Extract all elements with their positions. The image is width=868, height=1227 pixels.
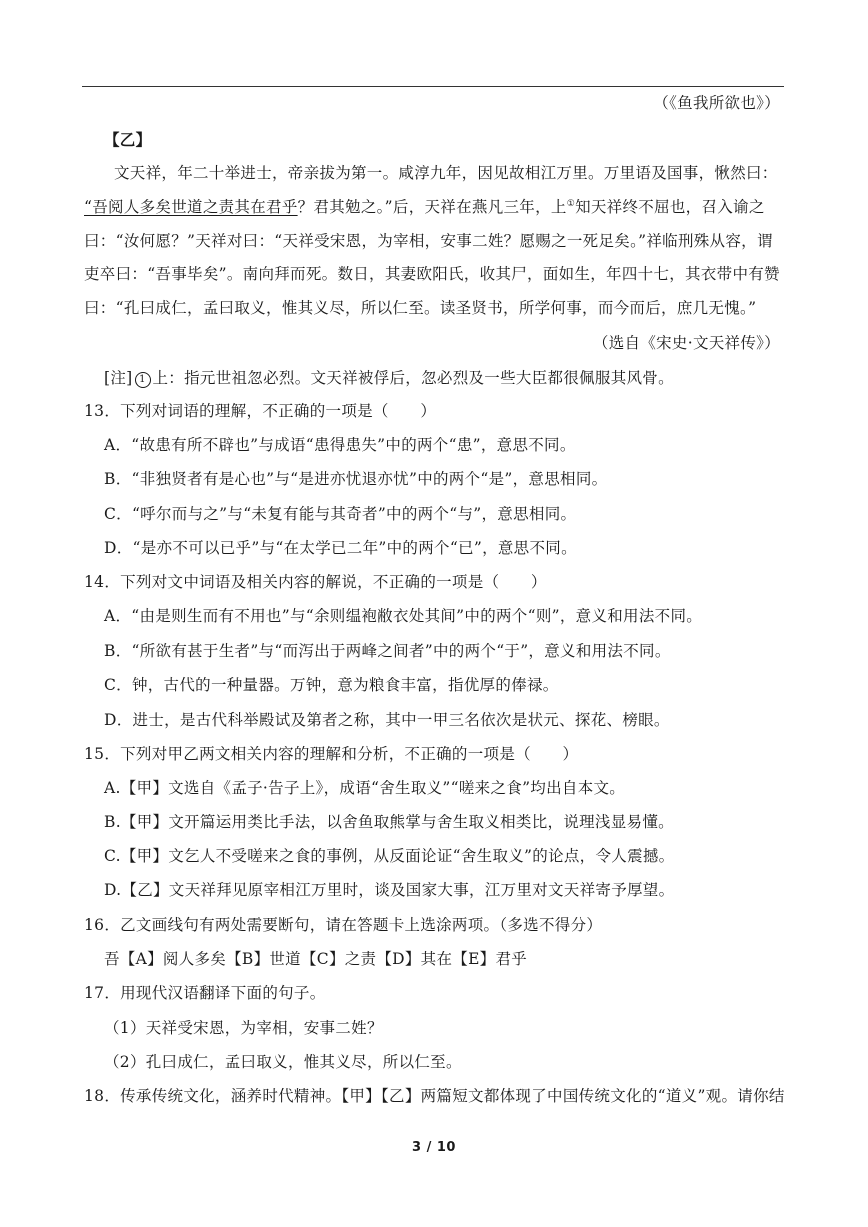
question-15-stem: 15．下列对甲乙两文相关内容的理解和分析，不正确的一项是（ ） (84, 745, 579, 763)
question-15-option-c: C.【甲】文乞人不受嗟来之食的事例，从反面论证“舍生取义”的论点，令人震撼。 (104, 847, 675, 865)
source-citation-yi: （选自《宋史·文天祥传》） (592, 334, 780, 352)
question-14-option-d: D．进士，是古代科举殿试及第者之称，其中一甲三名依次是状元、探花、榜眼。 (104, 711, 670, 729)
passage-line-3: 曰：“汝何愿？”天祥对曰：“天祥受宋恩，为宰相，安事二姓？愿赐之一死足矣。”祥临刑殊从容，谓 (84, 232, 773, 250)
footnote: [注] 1 上：指元世祖忽必烈。文天祥被俘后，忽必烈及一些大臣都很佩服其风骨。 (104, 369, 674, 387)
question-14-stem: 14．下列对文中词语及相关内容的解说，不正确的一项是（ ） (84, 573, 547, 591)
question-13-option-d: D．“是亦不可以已乎”与“在太学已二年”中的两个“已”，意思不同。 (104, 539, 577, 557)
underlined-sentence: “吾阅人多矣世道之责其在君乎 (84, 198, 298, 216)
question-17-item-2: （2）孔曰成仁，孟曰取义，惟其义尽，所以仁至。 (104, 1053, 462, 1071)
passage-line-1: 文天祥，年二十举进士，帝亲拔为第一。咸淳九年，因见故相江万里。万里语及国事，愀然曰： (114, 164, 778, 182)
footnote-marker: ① (566, 198, 576, 209)
question-13-option-a: A．“故患有所不辟也”与成语“患得患失”中的两个“患”，意思不同。 (104, 436, 576, 454)
question-13-stem: 13．下列对词语的理解，不正确的一项是（ ） (84, 402, 437, 420)
question-15-option-b: B.【甲】文开篇运用类比手法，以舍鱼取熊掌与舍生取义相类比，说理浅显易懂。 (104, 813, 674, 831)
header-rule (82, 86, 784, 87)
question-15-option-a: A.【甲】文选自《孟子·告子上》，成语“舍生取义”“嗟来之食”均出自本文。 (104, 779, 626, 797)
question-17-stem: 17．用现代汉语翻译下面的句子。 (84, 984, 326, 1002)
question-14-option-a: A．“由是则生而有不用也”与“余则缊袍敝衣处其间”中的两个“则”，意义和用法不同。 (104, 607, 703, 625)
passage-line-4: 吏卒曰：“吾事毕矣”。南向拜而死。数日，其妻欧阳氏，收其尸，面如生，年四十七，其衣带中有赞 (84, 265, 780, 283)
page-number: 3 / 10 (412, 1140, 456, 1155)
footnote-number: 1 (135, 372, 151, 388)
question-16-stem: 16．乙文画线句有两处需要断句，请在答题卡上选涂两项。（多选不得分） (84, 916, 603, 934)
question-14-option-c: C．钟，古代的一种量器。万钟，意为粮食丰富，指优厚的俸禄。 (104, 676, 559, 694)
question-13-option-c: C．“呼尔而与之”与“未复有能与其奇者”中的两个“与”，意思相同。 (104, 505, 577, 523)
question-14-option-b: B．“所欲有甚于生者”与“而泻出于两峰之间者”中的两个“于”，意义和用法不同。 (104, 642, 671, 660)
passage-line-2: “吾阅人多矣世道之责其在君乎？君其勉之。”后，天祥在燕凡三年，上①知天祥终不屈也，召入谕之 (84, 198, 765, 216)
question-17-item-1: （1）天祥受宋恩，为宰相，安事二姓？ (104, 1019, 383, 1037)
question-16-options: 吾【A】阅人多矣【B】世道【C】之责【D】其在【E】君乎 (104, 950, 528, 968)
question-13-option-b: B．“非独贤者有是心也”与“是进亦忧退亦忧”中的两个“是”，意思相同。 (104, 470, 608, 488)
passage-line-5: 曰：“孔曰成仁，孟曰取义，惟其义尽，所以仁至。读圣贤书，所学何事，而今而后，庶几无愧。” (84, 299, 757, 317)
question-18-stem: 18．传承传统文化，涵养时代精神。【甲】【乙】两篇短文都体现了中国传统文化的“道义”观。请你结 (84, 1087, 785, 1105)
source-citation-jia: （《鱼我所欲也》） (653, 94, 780, 112)
section-header-yi: 【乙】 (104, 130, 152, 149)
question-15-option-d: D.【乙】文天祥拜见原宰相江万里时，谈及国家大事，江万里对文天祥寄予厚望。 (104, 881, 675, 899)
